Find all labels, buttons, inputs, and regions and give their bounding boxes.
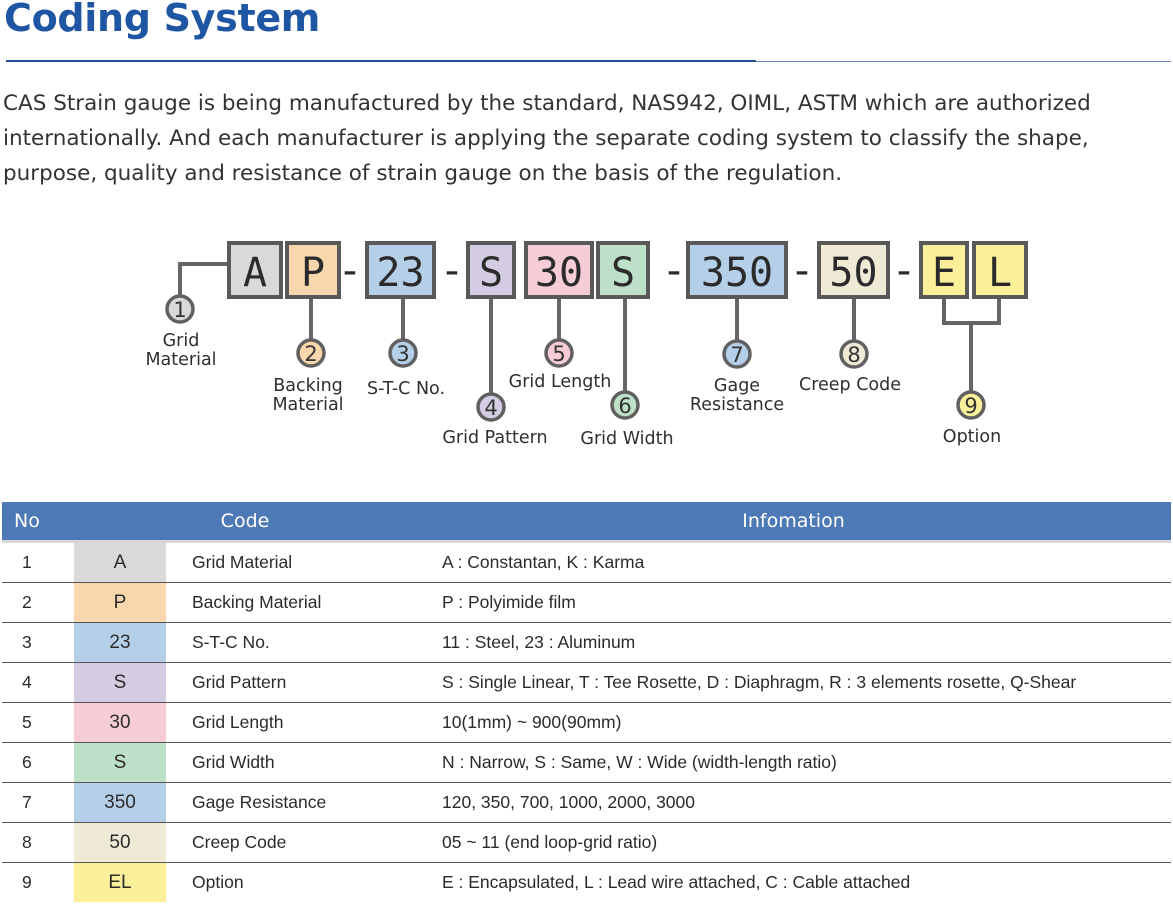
coding-table	[2, 502, 1171, 902]
code-separator: -	[794, 248, 810, 294]
marker-number: 1	[173, 298, 187, 322]
marker-label: Grid Width	[580, 429, 674, 449]
row-code: 30	[74, 703, 166, 743]
row-name: Grid Pattern	[166, 663, 416, 703]
row-code: S	[74, 663, 166, 703]
code-box-letter: L	[987, 250, 1013, 296]
code-box-letter: S	[478, 250, 504, 296]
row-info: 11 : Steel, 23 : Aluminum	[416, 623, 1171, 663]
table-header-row	[2, 502, 1171, 542]
row-number: 9	[22, 872, 32, 892]
marker-number: 9	[964, 394, 978, 418]
code-separator: -	[342, 248, 358, 294]
marker-number: 4	[484, 396, 498, 420]
marker-label: Grid Pattern	[442, 428, 548, 448]
marker-label: Option	[942, 427, 1002, 447]
code-box-letter: 350	[700, 250, 774, 296]
row-info: S : Single Linear, T : Tee Rosette, D : Diaphragm, R : 3 elements rosette, Q-Shear	[416, 663, 1171, 703]
table-row	[2, 703, 1171, 743]
row-number: 4	[2, 663, 74, 703]
header-info: Infomation	[416, 502, 1171, 542]
code-separator: -	[896, 248, 912, 294]
code-box-letter: P	[300, 250, 326, 296]
row-number: 1	[2, 542, 74, 583]
marker-label: Material	[145, 350, 217, 370]
row-info: 120, 350, 700, 1000, 2000, 3000	[416, 783, 1171, 823]
code-box-letter: 30	[534, 250, 584, 296]
table-row	[2, 783, 1171, 823]
row-number: 2	[2, 583, 74, 623]
page-title: Coding System	[4, 0, 321, 40]
code-separator: -	[444, 248, 460, 294]
table-row	[2, 623, 1171, 663]
marker-number: 8	[847, 343, 861, 367]
marker-number: 3	[396, 342, 410, 366]
row-number: 7	[2, 783, 74, 823]
marker-number: 5	[552, 342, 566, 366]
leader-line	[180, 264, 229, 295]
code-box-letter: A	[242, 250, 268, 296]
marker-label: Resistance	[689, 395, 785, 415]
row-name: Grid Material	[166, 542, 416, 583]
marker-number: 6	[618, 394, 632, 418]
code-box-letter: 50	[829, 250, 878, 296]
row-info: 05 ~ 11 (end loop-grid ratio)	[416, 823, 1171, 863]
marker-label: S-T-C No.	[366, 379, 446, 399]
row-code: S	[74, 743, 166, 783]
table-row	[2, 863, 1171, 903]
table-row	[2, 823, 1171, 863]
row-info: E : Encapsulated, L : Lead wire attached, C : Cable attached	[442, 872, 911, 892]
row-code: 350	[74, 783, 166, 823]
row-name: Backing Material	[166, 583, 416, 623]
header-no: No	[2, 502, 74, 542]
row-code: P	[74, 583, 166, 623]
code-box-letter: S	[610, 250, 636, 296]
marker-label: Backing	[273, 376, 343, 396]
row-code: 23	[74, 623, 166, 663]
row-number: 8	[2, 823, 74, 863]
row-name: Grid Width	[166, 743, 416, 783]
marker-label: Creep Code	[798, 375, 902, 395]
code-separator: -	[666, 248, 682, 294]
row-info: 10(1mm) ~ 900(90mm)	[416, 703, 1171, 743]
marker-number: 2	[304, 342, 318, 366]
header-code: Code	[74, 502, 416, 542]
row-code: EL	[74, 863, 166, 903]
row-name: Grid Length	[166, 703, 416, 743]
marker-label: Grid	[162, 331, 200, 351]
code-box-letter: E	[931, 250, 957, 296]
marker-number: 7	[730, 343, 744, 367]
row-number: 6	[2, 743, 74, 783]
row-info: A : Constantan, K : Karma	[416, 542, 1171, 583]
row-info: N : Narrow, S : Same, W : Wide (width-length ratio)	[416, 743, 1171, 783]
row-code: A	[74, 542, 166, 583]
row-number: 5	[2, 703, 74, 743]
row-name: S-T-C No.	[166, 623, 416, 663]
row-name: Gage Resistance	[166, 783, 416, 823]
table-row	[2, 583, 1171, 623]
marker-label: Material	[272, 395, 344, 415]
title-divider-accent	[6, 60, 756, 62]
table-row	[2, 542, 1171, 583]
marker-label: Gage	[713, 376, 761, 396]
coding-diagram	[0, 225, 1173, 460]
row-name: Creep Code	[166, 823, 416, 863]
row-info: P : Polyimide film	[416, 583, 1171, 623]
marker-label: Grid Length	[508, 372, 612, 392]
intro-paragraph: CAS Strain gauge is being manufactured by the standard, NAS942, OIML, ASTM which are authorized internationally. And each manufacturer is applying the separate coding system to classify the shape, purpose, quality and resistance of strain gauge on the basis of the regulation.	[3, 91, 1091, 186]
table-row	[2, 743, 1171, 783]
row-number: 3	[2, 623, 74, 663]
table-row	[2, 663, 1171, 703]
code-box-letter: 23	[376, 250, 425, 296]
option-bracket	[944, 297, 999, 323]
row-name: Option	[192, 872, 244, 892]
row-code: 50	[74, 823, 166, 863]
